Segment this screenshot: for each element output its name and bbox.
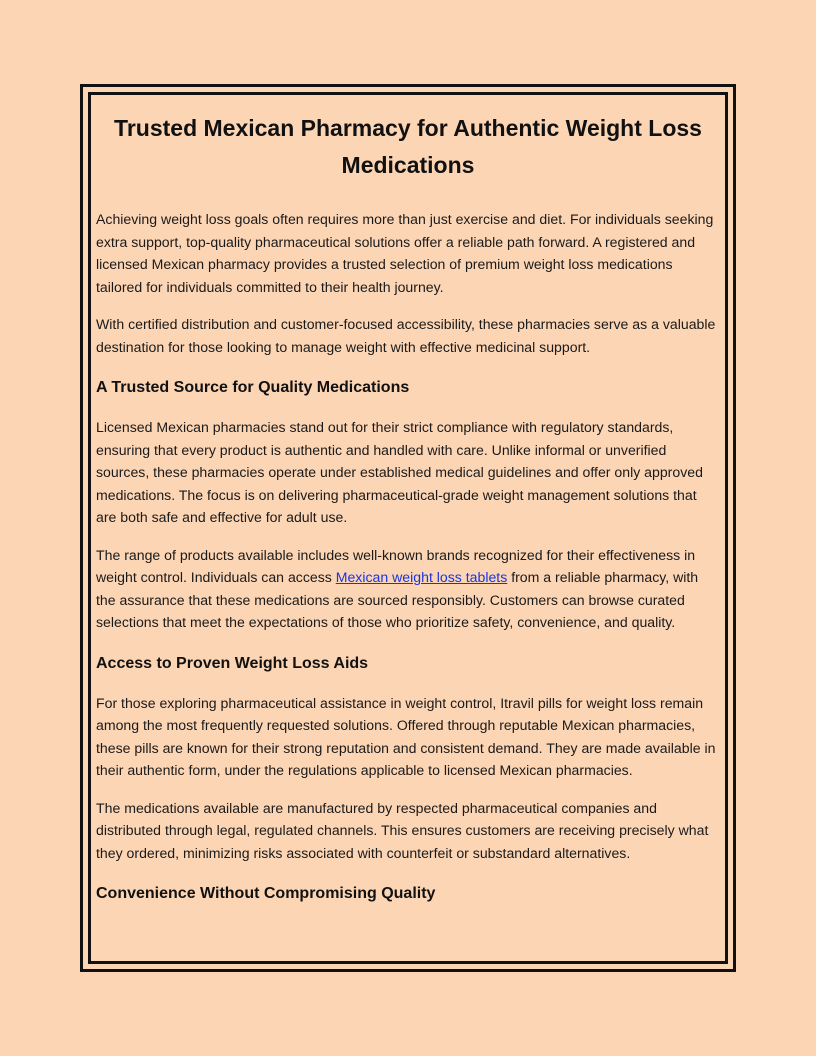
trusted-source-paragraph-1: Licensed Mexican pharmacies stand out for their strict compliance with regulatory standards, ensuring that every product is authentic and handled with care. Unlike informal or unverified sources, these pharmacies operate under established medical guidelines and offer only approved medications. The focus is on delivering pharmaceutical-grade weight management solutions that are both safe and effective for adult use. [96, 419, 703, 525]
section-heading-proven-aids: Access to Proven Weight Loss Aids [96, 654, 369, 672]
article-body [96, 110, 720, 922]
section-heading-trusted-source: A Trusted Source for Quality Medications [96, 379, 410, 396]
trusted-source-paragraph-2 [96, 544, 720, 634]
section-heading-convenience: Convenience Without Compromising Quality [96, 885, 436, 902]
intro-paragraph-1: Achieving weight loss goals often requires more than just exercise and diet. For individuals seeking extra support, top-quality pharmaceutical solutions offer a reliable path forward. A registered and licensed Mexican pharmacy provides a trusted selection of premium weight loss medications tailored for individuals committed to their health journey. [96, 211, 714, 295]
intro-paragraph-2: With certified distribution and customer-focused accessibility, these pharmacies serve as a valuable destination for those looking to manage weight with effective medicinal support. [96, 316, 716, 355]
mexican-weight-loss-tablets-link[interactable]: Mexican weight loss tablets [335, 569, 508, 585]
paragraph-text-after-link: from a reliable pharmacy, with the assurance that these medications are sourced responsibly. Customers can browse curated selections that meet the expectations of those who prioritize safety, convenience, and quality. [96, 569, 699, 630]
page-title: Trusted Mexican Pharmacy for Authentic Weight Loss Medications [114, 115, 702, 178]
proven-aids-paragraph-2: The medications available are manufactured by respected pharmaceutical companies and distributed through legal, regulated channels. This ensures customers are receiving precisely what they ordered, minimizing risks associated with counterfeit or substandard alternatives. [96, 799, 709, 861]
proven-aids-paragraph-1: For those exploring pharmaceutical assistance in weight control, Itravil pills for weight loss remain among the most frequently requested solutions. Offered through reputable Mexican pharmacies, these pills are known for their strong reputation and consistent demand. They are made available in their authentic form, under the regulations applicable to licensed Mexican pharmacies. [96, 694, 716, 778]
paragraph-text-before-link: The range of products available includes well-known brands recognized for their effectiveness in weight control. Individuals can access [96, 546, 696, 585]
